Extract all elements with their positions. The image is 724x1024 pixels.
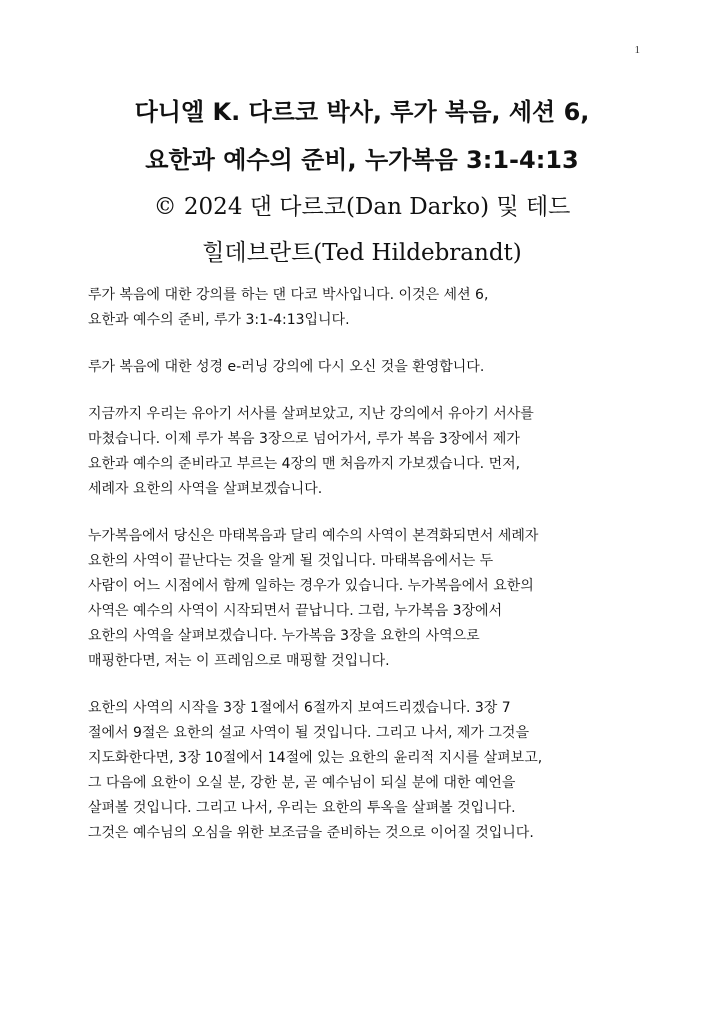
page-number: 1 — [634, 44, 640, 56]
paragraph-line: 사역은 예수의 사역이 시작되면서 끝납니다. 그럼, 누가복음 3장에서 — [88, 603, 503, 619]
paragraph-line: 요한의 사역을 살펴보겠습니다. 누가복음 3장을 요한의 사역으로 — [88, 628, 480, 644]
paragraph-comparison — [88, 524, 632, 674]
paragraph-line: 요한과 예수의 준비, 루가 3:1-4:13입니다. — [88, 312, 350, 328]
paragraph-outline — [88, 696, 632, 846]
paragraph-line: 요한과 예수의 준비라고 부르는 4장의 맨 처음까지 가보겠습니다. 먼저, — [88, 456, 521, 472]
paragraph-intro — [88, 283, 632, 333]
title-line-1: 다니엘 K. 다르코 박사, 루가 복음, 세션 6, — [134, 98, 590, 126]
paragraph-line: 루가 복음에 대한 성경 e-러닝 강의에 다시 오신 것을 환영합니다. — [88, 359, 485, 375]
title-line-2: 요한과 예수의 준비, 누가복음 3:1-4:13 — [145, 146, 579, 174]
paragraph-line: 요한의 사역이 끝난다는 것을 알게 될 것입니다. 마태복음에서는 두 — [88, 553, 494, 569]
author-line: 힐데브란트(Ted Hildebrandt) — [202, 240, 522, 266]
paragraph-line: 사람이 어느 시점에서 함께 일하는 경우가 있습니다. 누가복음에서 요한의 — [88, 578, 534, 594]
paragraph-line: 세례자 요한의 사역을 살펴보겠습니다. — [88, 481, 323, 497]
body-text — [88, 283, 632, 868]
paragraph-welcome — [88, 355, 632, 380]
paragraph-line: 루가 복음에 대한 강의를 하는 댄 다코 박사입니다. 이것은 세션 6, — [88, 287, 489, 303]
paragraph-overview — [88, 402, 632, 502]
paragraph-line: 그것은 예수님의 오심을 위한 보조금을 준비하는 것으로 이어질 것입니다. — [88, 825, 534, 841]
paragraph-line: 지금까지 우리는 유아기 서사를 살펴보았고, 지난 강의에서 유아기 서사를 — [88, 406, 534, 422]
paragraph-line: 지도화한다면, 3장 10절에서 14절에 있는 요한의 윤리적 지시를 살펴보고, — [88, 750, 543, 766]
paragraph-line: 살펴볼 것입니다. 그리고 나서, 우리는 요한의 투옥을 살펴볼 것입니다. — [88, 800, 516, 816]
paragraph-line: 마쳤습니다. 이제 루가 복음 3장으로 넘어가서, 루가 복음 3장에서 제가 — [88, 431, 520, 447]
paragraph-line: 그 다음에 요한이 오실 분, 강한 분, 곧 예수님이 되실 분에 대한 예언을 — [88, 775, 516, 791]
document-title — [40, 88, 684, 276]
paragraph-line: 요한의 사역의 시작을 3장 1절에서 6절까지 보여드리겠습니다. 3장 7 — [88, 700, 511, 716]
paragraph-line: 매핑한다면, 저는 이 프레임으로 매핑할 것입니다. — [88, 653, 390, 669]
paragraph-line: 누가복음에서 당신은 마태복음과 달리 예수의 사역이 본격화되면서 세례자 — [88, 528, 539, 544]
copyright-line: © 2024 댄 다르코(Dan Darko) 및 테드 — [153, 194, 571, 220]
paragraph-line: 절에서 9절은 요한의 설교 사역이 될 것입니다. 그리고 나서, 제가 그것을 — [88, 725, 529, 741]
